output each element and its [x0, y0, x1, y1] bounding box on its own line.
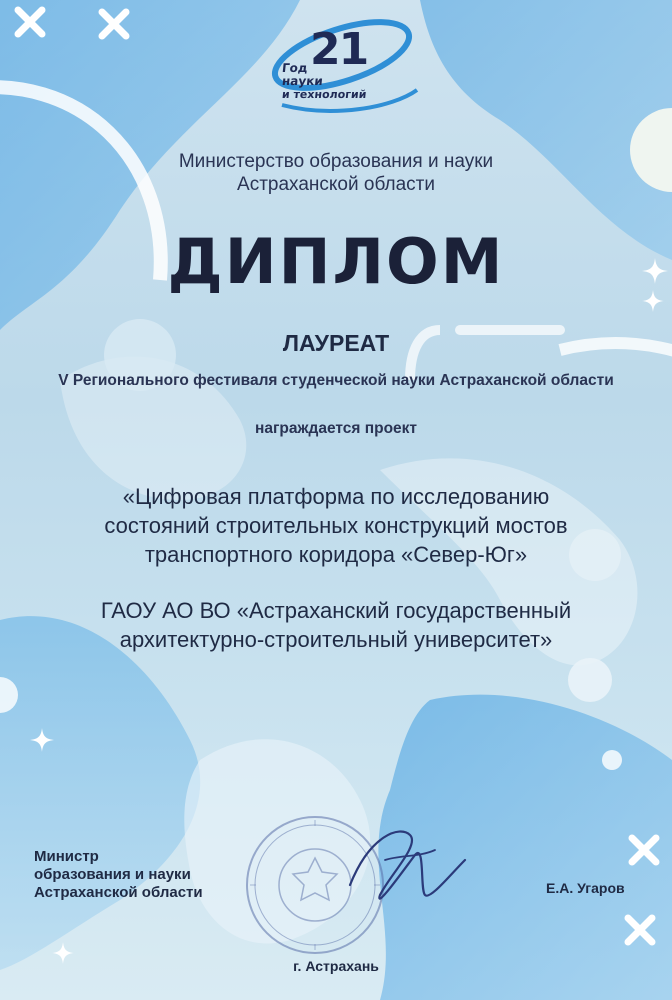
year-of-science-logo [252, 10, 422, 120]
sparkle-icon [30, 728, 54, 752]
city-name: г. Астрахань [293, 958, 379, 974]
cross-icon [626, 832, 662, 868]
laureat-heading: ЛАУРЕАТ [282, 330, 390, 356]
document-title: ДИПЛОМ [167, 225, 505, 298]
signature [330, 815, 470, 925]
logo-text-line1: Год [281, 61, 309, 75]
project-line1: «Цифровая платформа по исследованию [122, 484, 550, 509]
organization-line2: архитектурно-строительный университет» [119, 627, 553, 652]
organization-line1: ГАОУ АО ВО «Астраханский государственный [100, 598, 572, 623]
ministry-header [0, 150, 672, 196]
awarded-text: награждается проект [254, 420, 418, 437]
cross-icon [622, 912, 658, 948]
logo-number: 21 [310, 24, 368, 75]
signer-title [34, 848, 203, 902]
signer-title-line3: Астраханской области [34, 884, 203, 901]
signer-name: Е.А. Угаров [546, 880, 625, 896]
ministry-line2: Астраханской области [237, 174, 435, 195]
cross-icon [96, 6, 132, 42]
project-line2: состояний строительных конструкций мостов [104, 513, 568, 538]
cross-icon [12, 4, 48, 40]
project-title [0, 482, 672, 569]
signer-title-line1: Министр [34, 848, 99, 865]
signer-title-line2: образования и науки [34, 866, 191, 883]
ministry-line1: Министерство образования и науки [178, 151, 494, 172]
logo-text-line3: и технологий [281, 88, 368, 101]
project-line3: транспортного коридора «Север-Юг» [144, 542, 528, 567]
logo-text-line2: науки [281, 74, 324, 88]
festival-name: V Регионального фестиваля студенческой науки Астраханской области [58, 372, 614, 389]
organization-name [0, 596, 672, 654]
